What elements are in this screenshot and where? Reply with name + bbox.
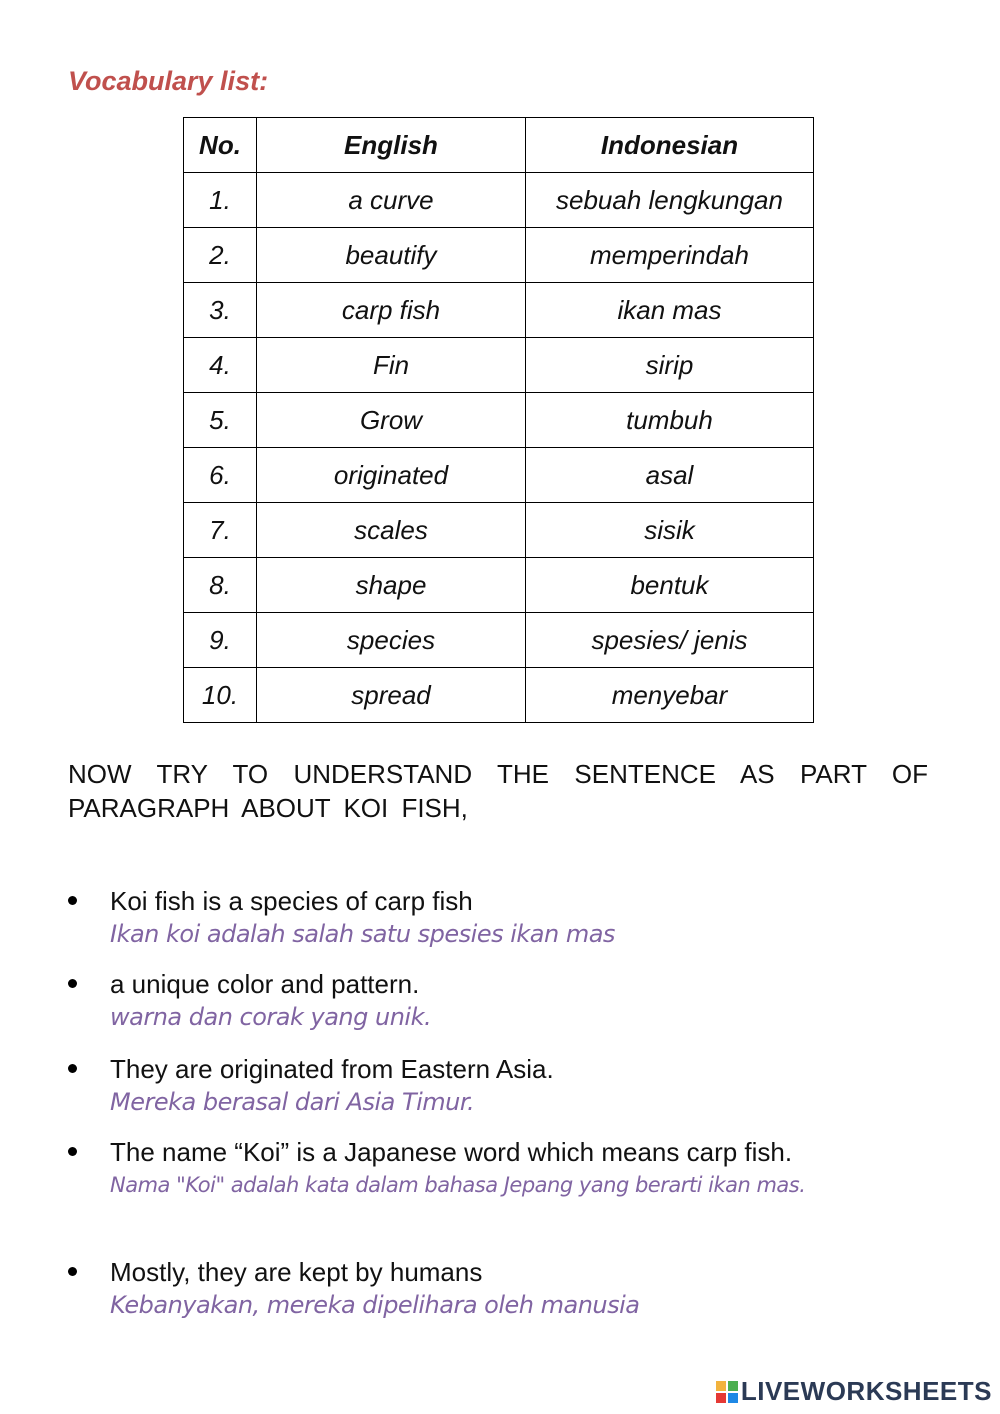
cell-indonesian: sebuah lengkungan [526,173,814,228]
cell-no: 9. [184,613,257,668]
cell-english: Fin [257,338,526,393]
list-item [68,1135,948,1201]
table-row [184,558,814,613]
cell-english: beautify [257,228,526,283]
cell-no: 8. [184,558,257,613]
header-indonesian: Indonesian [526,118,814,173]
cell-indonesian: tumbuh [526,393,814,448]
cell-no: 4. [184,338,257,393]
sentence-english: The name “Koi” is a Japanese word which means carp fish. [110,1137,793,1167]
table-row [184,228,814,283]
cell-indonesian: sisik [526,503,814,558]
table-row [184,393,814,448]
liveworksheets-logo [716,1376,992,1407]
cell-no: 2. [184,228,257,283]
table-row [184,173,814,228]
sentence-list [68,884,948,1321]
vocabulary-title: Vocabulary list: [68,66,269,96]
cell-indonesian: spesies/ jenis [526,613,814,668]
logo-text: LIVEWORKSHEETS [740,1376,992,1406]
table-row [184,503,814,558]
sentence-indonesian: Nama "Koi" adalah kata dalam bahasa Jepang yang berarti ikan mas. [110,1173,806,1197]
vocabulary-table [183,117,814,723]
cell-indonesian: sirip [526,338,814,393]
table-header-row [184,118,814,173]
list-item [68,1255,948,1321]
table-row [184,283,814,338]
bullet-icon [68,1064,77,1073]
bullet-icon [68,1267,77,1276]
cell-indonesian: asal [526,448,814,503]
header-no: No. [184,118,257,173]
cell-english: originated [257,448,526,503]
cell-indonesian: menyebar [526,668,814,723]
cell-no: 7. [184,503,257,558]
instruction-heading: NOW TRY TO UNDERSTAND THE SENTENCE AS PART OF PARAGRAPH ABOUT KOI FISH, [68,759,928,823]
sentence-english: Koi fish is a species of carp fish [110,886,473,916]
cell-indonesian: memperindah [526,228,814,283]
sentence-indonesian: warna dan corak yang unik. [110,1003,432,1031]
sentence-indonesian: Ikan koi adalah salah satu spesies ikan mas [110,920,615,948]
cell-no: 10. [184,668,257,723]
sentence-english: They are originated from Eastern Asia. [110,1054,554,1084]
list-item [68,884,948,950]
sentence-english: a unique color and pattern. [110,969,420,999]
liveworksheets-logo-icon [716,1381,738,1403]
cell-indonesian: bentuk [526,558,814,613]
table-row [184,613,814,668]
cell-english: scales [257,503,526,558]
cell-english: a curve [257,173,526,228]
cell-no: 1. [184,173,257,228]
sentence-indonesian: Mereka berasal dari Asia Timur. [110,1088,475,1116]
table-row [184,448,814,503]
cell-no: 3. [184,283,257,338]
cell-english: spread [257,668,526,723]
sentence-english: Mostly, they are kept by humans [110,1257,483,1287]
cell-english: shape [257,558,526,613]
sentence-indonesian: Kebanyakan, mereka dipelihara oleh manusia [110,1291,640,1319]
cell-english: Grow [257,393,526,448]
list-item [68,1052,948,1118]
bullet-icon [68,1147,77,1156]
cell-indonesian: ikan mas [526,283,814,338]
table-row [184,668,814,723]
cell-no: 6. [184,448,257,503]
cell-english: species [257,613,526,668]
table-row [184,338,814,393]
header-english: English [257,118,526,173]
bullet-icon [68,979,77,988]
list-item [68,967,948,1033]
bullet-icon [68,896,77,905]
cell-no: 5. [184,393,257,448]
cell-english: carp fish [257,283,526,338]
